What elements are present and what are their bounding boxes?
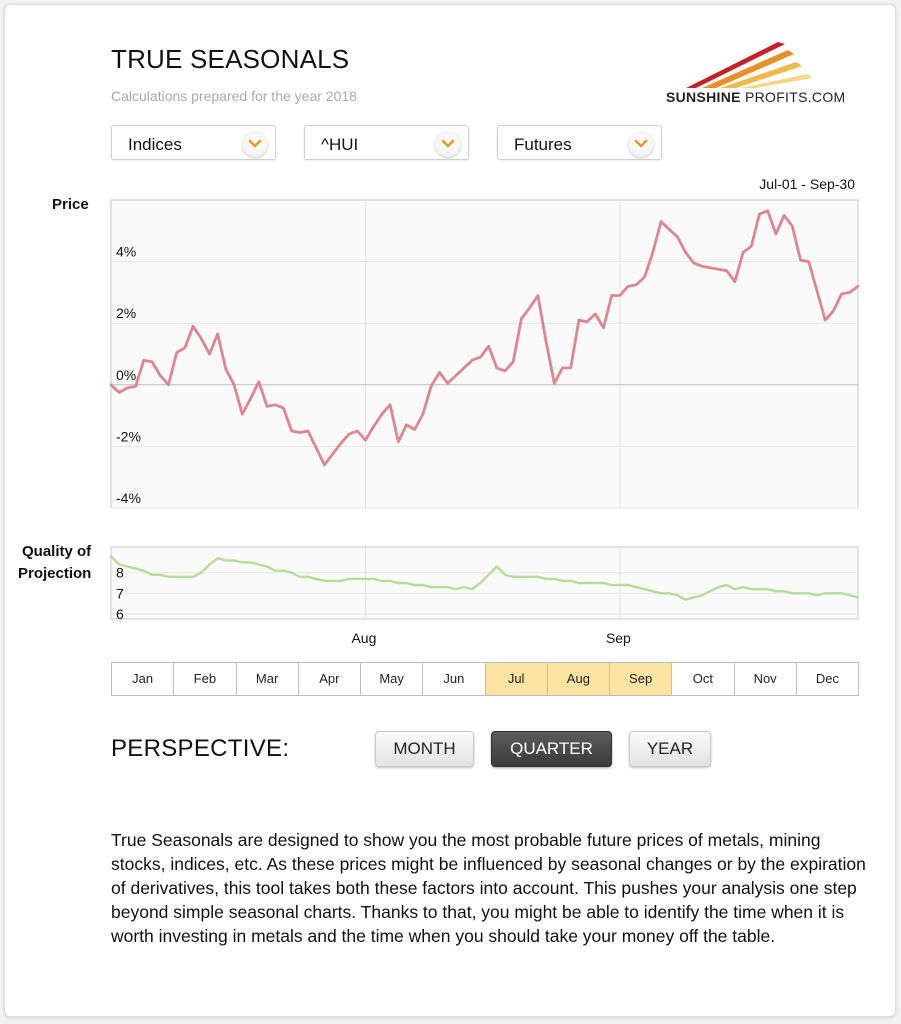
month-cell-sep[interactable]: Sep xyxy=(610,663,672,695)
quality-axis-title-line2: Projection xyxy=(18,565,92,582)
quality-ytick-label: 7 xyxy=(116,585,124,602)
quarter-perspective-button[interactable]: QUARTER xyxy=(491,731,612,767)
logo-text-bold: SUNSHINE xyxy=(666,89,741,105)
month-cell-nov[interactable]: Nov xyxy=(735,663,797,695)
month-cell-apr[interactable]: Apr xyxy=(299,663,361,695)
month-cell-jun[interactable]: Jun xyxy=(423,663,485,695)
month-cell-aug[interactable]: Aug xyxy=(548,663,610,695)
price-ytick-label: -4% xyxy=(116,490,141,506)
month-perspective-button[interactable]: MONTH xyxy=(375,731,474,767)
symbol-select-value: ^HUI xyxy=(321,135,359,154)
quality-plot-area xyxy=(111,547,858,619)
description-text: True Seasonals are designed to show you the most probable future prices of metals, mining stocks, indices, etc. As these prices might be influenced by seasonal changes or by the expiration of derivatives, this tool takes both these factors into account. This pushes your analysis one step beyond simple seasonal charts. Thanks to that, you might be able to identify the time when it is worth investing in metals and the time when you should take your money off the table. xyxy=(111,830,866,946)
month-cell-may[interactable]: May xyxy=(361,663,423,695)
price-ytick-label: -2% xyxy=(116,428,141,445)
x-axis-month-label: Sep xyxy=(605,630,631,646)
date-range-label: Jul-01 - Sep-30 xyxy=(759,176,855,192)
price-ytick-label: 0% xyxy=(116,366,137,383)
month-cell-dec[interactable]: Dec xyxy=(797,663,858,695)
month-cell-oct[interactable]: Oct xyxy=(672,663,734,695)
quality-ytick-label: 6 xyxy=(116,605,124,622)
price-ytick-label: 2% xyxy=(116,305,137,322)
month-selector xyxy=(111,662,859,696)
perspective-label: PERSPECTIVE: xyxy=(111,735,290,762)
quality-axis-title-line1: Quality of xyxy=(22,543,92,560)
quality-ytick-label: 8 xyxy=(116,564,124,581)
price-axis-title: Price xyxy=(52,196,89,213)
logo-text-thin: PROFITS.COM xyxy=(744,89,846,105)
x-axis-month-label: Aug xyxy=(351,630,377,646)
page-title: TRUE SEASONALS xyxy=(111,44,350,74)
price-ytick-label: 4% xyxy=(116,243,137,260)
page-subtitle: Calculations prepared for the year 2018 xyxy=(111,88,357,104)
month-cell-jul[interactable]: Jul xyxy=(486,663,548,695)
category-select-value: Indices xyxy=(128,135,182,154)
month-cell-jan[interactable]: Jan xyxy=(112,663,174,695)
month-cell-feb[interactable]: Feb xyxy=(174,663,236,695)
year-perspective-button[interactable]: YEAR xyxy=(629,731,711,767)
instrument-select-value: Futures xyxy=(514,135,572,154)
month-cell-mar[interactable]: Mar xyxy=(237,663,299,695)
